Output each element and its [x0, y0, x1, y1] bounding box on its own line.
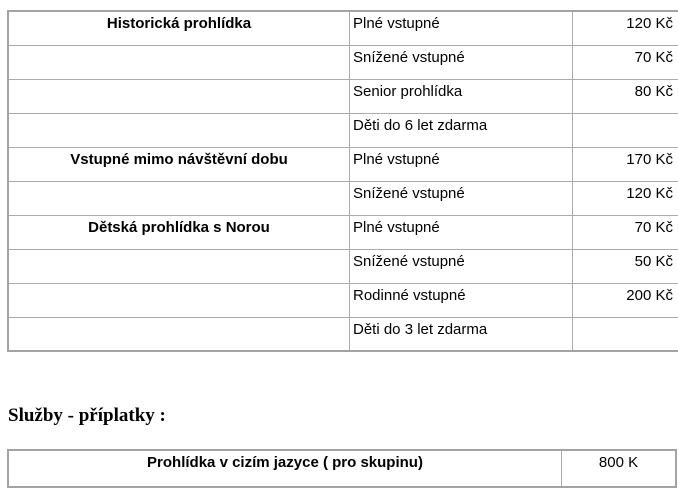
category-cell — [8, 79, 350, 113]
service-price-cell: 800 K — [562, 450, 677, 487]
category-cell — [8, 283, 350, 317]
category-cell — [8, 181, 350, 215]
ticket-type-cell: Snížené vstupné — [350, 249, 573, 283]
table-row — [8, 45, 678, 79]
ticket-type-cell: Plné vstupné — [350, 147, 573, 181]
table-row — [8, 113, 678, 147]
category-cell — [8, 249, 350, 283]
ticket-type-cell: Senior prohlídka — [350, 79, 573, 113]
category-cell: Vstupné mimo návštěvní dobu — [8, 147, 350, 181]
category-cell — [8, 317, 350, 351]
table-row — [8, 11, 678, 45]
table-row — [8, 215, 678, 249]
category-cell — [8, 113, 350, 147]
ticket-type-cell: Plné vstupné — [350, 215, 573, 249]
price-cell: 70 Kč — [573, 215, 678, 249]
table-row — [8, 79, 678, 113]
table-row — [8, 147, 678, 181]
price-cell — [573, 317, 678, 351]
price-cell: 200 Kč — [573, 283, 678, 317]
category-cell — [8, 45, 350, 79]
table-row — [8, 317, 678, 351]
ticket-type-cell: Snížené vstupné — [350, 181, 573, 215]
admission-pricing-table — [7, 10, 678, 352]
category-cell: Historická prohlídka — [8, 11, 350, 45]
price-cell — [573, 113, 678, 147]
ticket-type-cell: Rodinné vstupné — [350, 283, 573, 317]
category-cell: Dětská prohlídka s Norou — [8, 215, 350, 249]
price-cell: 50 Kč — [573, 249, 678, 283]
table-row — [8, 181, 678, 215]
price-cell: 120 Kč — [573, 181, 678, 215]
services-heading: Služby - příplatky : — [8, 405, 166, 426]
ticket-type-cell: Snížené vstupné — [350, 45, 573, 79]
service-label-cell: Prohlídka v cizím jazyce ( pro skupinu) — [8, 450, 562, 487]
price-cell: 170 Kč — [573, 147, 678, 181]
table-row — [8, 450, 676, 487]
ticket-type-cell: Děti do 6 let zdarma — [350, 113, 573, 147]
ticket-type-cell: Plné vstupné — [350, 11, 573, 45]
ticket-type-cell: Děti do 3 let zdarma — [350, 317, 573, 351]
table-row — [8, 249, 678, 283]
price-cell: 70 Kč — [573, 45, 678, 79]
table-row — [8, 283, 678, 317]
price-cell: 120 Kč — [573, 11, 678, 45]
services-surcharges-table — [7, 449, 677, 488]
price-cell: 80 Kč — [573, 79, 678, 113]
